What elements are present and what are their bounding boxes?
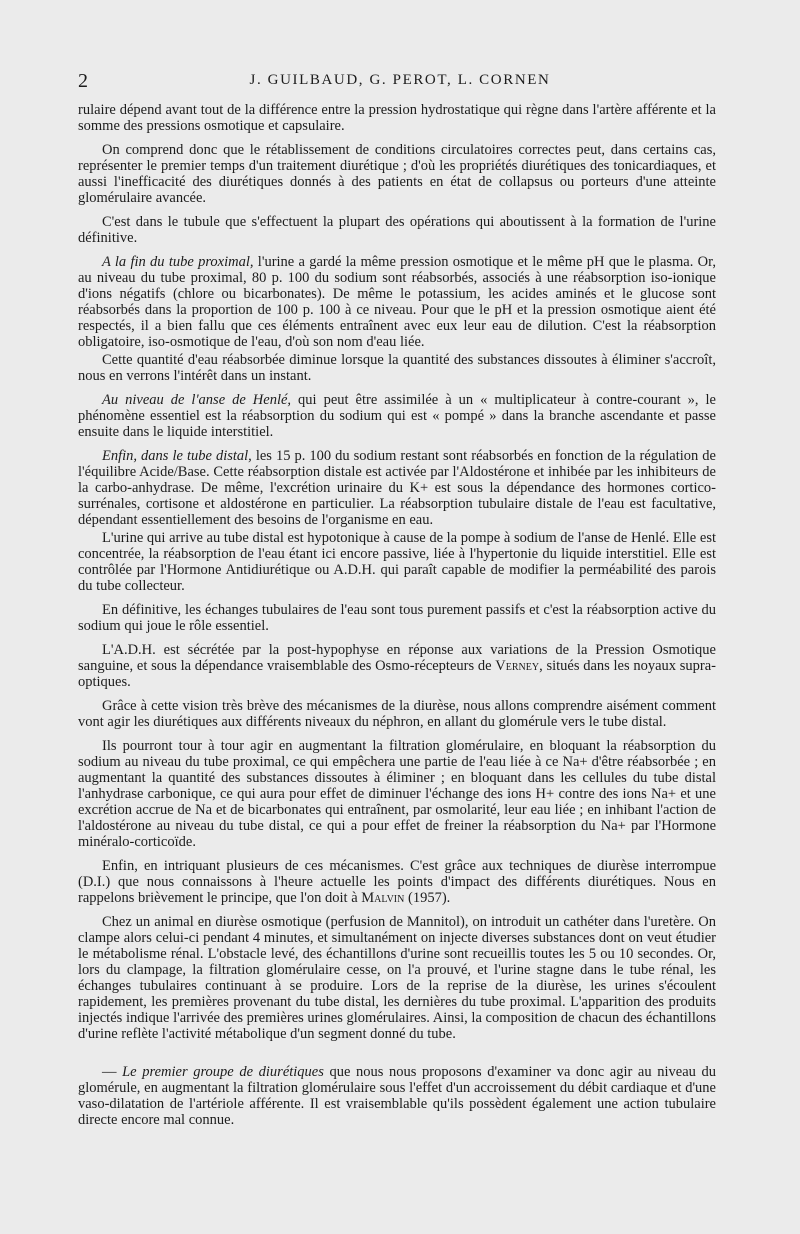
paragraph — [78, 214, 716, 246]
paragraph-text: Grâce à cette vision très brève des mécanismes de la diurèse, nous allons comprendre aisément comment vont agir les diurétiques aux différents niveaux du néphron, en allant du glomérule vers le tube distal. — [78, 698, 716, 730]
paragraph-lead: Le premier groupe de diurétiques — [122, 1064, 324, 1080]
paragraph-text: Ils pourront tour à tour agir en augmentant la filtration glomérulaire, en bloquant la réabsorption du sodium au niveau du tube proximal, ce qui empêchera une partie de l'eau liée à ce Na+ d'être réabsorbée ; en augmentant la quantité des substances dissoutes à éliminer ; en bloquant dans les cellules du tube distal l'anhydrase carbonique, ce qui aura pour effet de diminuer l'échange des ions H+ contre des ions Na+ et une excrétion accrue de Na et de bicarbonates qui entraînent, par osmolarité, leur eau liée ; en inhibant l'action de l'aldostérone au niveau du tube distal, ce qui a pour effet de freiner la réabsorption du Na+ par l'Hormone minéralo-corticoïde. — [78, 738, 716, 850]
paragraph — [78, 142, 716, 206]
paragraph — [78, 914, 716, 1042]
paragraph — [78, 642, 716, 690]
paragraph — [78, 738, 716, 850]
paragraph-text: , situés dans les noyaux supra-optiques. — [78, 658, 717, 690]
paragraph — [78, 858, 716, 906]
paragraph — [78, 530, 716, 594]
paragraph — [78, 698, 716, 730]
paragraph-text: L'A.D.H. est sécrétée par la post-hypophyse en réponse aux variations de la Pression Osmotique sanguine, et sous la dépendance vraisemblable des Osmo-récepteurs de — [78, 642, 716, 674]
paragraph-lead: A la fin du tube proximal, — [102, 254, 254, 270]
author-name: Malvin — [361, 890, 405, 906]
paragraph-text: les 15 p. 100 du sodium restant sont réabsorbés en fonction de la régulation de l'équilibre Acide/Base. Cette réabsorption distale est activée par l'Aldostérone et inhibée par les inhibiteurs de la carbo-anhydrase. De même, l'excrétion urinaire du K+ est sous la dépendance des hormones cortico-surrénales, cortisone et aldostérone en particulier. La réabsorption tubulaire distale de l'eau est facultative, dépendant essentiellement des besoins de l'organisme en eau. — [78, 448, 716, 528]
paragraph-text: que nous nous proposons d'examiner va donc agir au niveau du glomérule, en augmentant la filtration glomérulaire sous l'effet d'un accroissement du débit cardiaque et d'une vaso-dilatation de l'artériole afférente. Il est vraisemblable qu'ils possèdent également une action tubulaire directe encore mal connue. — [78, 1064, 716, 1128]
page-header — [78, 70, 722, 96]
paragraph-text: On comprend donc que le rétablissement de conditions circulatoires correctes peut, dans certains cas, représenter le premier temps d'un traitement diurétique ; d'où les propriétés diurétiques des tonicardiaques, et aussi l'inefficacité des diurétiques donnés à des patients en état de collapsus ou porteurs d'une atteinte glomérulaire avancée. — [78, 142, 716, 206]
paragraph-lead: Au niveau de l'anse de Henlé, — [102, 392, 292, 408]
paragraph — [78, 254, 716, 350]
paragraph — [78, 352, 716, 384]
paragraph-text: L'urine qui arrive au tube distal est hypotonique à cause de la pompe à sodium de l'anse de Henlé. Elle est concentrée, la réabsorption de l'eau étant ici encore passive, liée à l'hypertonie du liquide interstitiel. Elle est contrôlée par l'Hormone Antidiurétique ou A.D.H. qui paraît capable de modifier la perméabilité des parois du tube collecteur. — [78, 530, 716, 594]
paragraph — [78, 1064, 716, 1128]
page-number: 2 — [78, 70, 88, 92]
paragraph — [78, 448, 716, 528]
paragraph — [78, 392, 716, 440]
paragraph-text: l'urine a gardé la même pression osmotique et le même pH que le plasma. Or, au niveau du tube proximal, 80 p. 100 du sodium sont réabsorbés, associés à une réabsorption iso-ionique d'ions négatifs (chlore ou bicarbonates). De même le potassium, les acides aminés et le glucose sont réabsorbés dans la proportion de 100 p. 100 à ce niveau. Pour que le pH et la pression osmotique aient été respectés, il a bien fallu que ces éléments entraînent avec eux leur eau de dilution. C'est la réabsorption obligatoire, iso-osmotique de l'eau, d'où son nom d'eau liée. — [78, 254, 716, 350]
paragraph-text: rulaire dépend avant tout de la différence entre la pression hydrostatique qui règne dans l'artère afférente et la somme des pressions osmotique et capsulaire. — [78, 102, 716, 134]
paragraph-text: Enfin, en intriquant plusieurs de ces mécanismes. C'est grâce aux techniques de diurèse interrompue (D.I.) que nous connaissons à l'heure actuelle les points d'impact des différents diurétiques. Nous en rappelons brièvement le principe, que l'on doit à — [78, 858, 716, 906]
running-head: J. GUILBAUD, G. PEROT, L. CORNEN — [249, 72, 551, 88]
paragraph — [78, 102, 716, 134]
paragraph-text: (1957). — [404, 890, 451, 906]
paragraph-text: qui peut être assimilée à un « multiplicateur à contre-courant », le phénomène essentiel est la réabsorption du sodium qui est « pompé » dans la branche ascendante et passe ensuite dans le liquide interstitiel. — [78, 392, 716, 440]
paragraph-text: Cette quantité d'eau réabsorbée diminue lorsque la quantité des substances dissoutes à éliminer s'accroît, nous en verrons l'intérêt dans un instant. — [78, 352, 716, 384]
paragraph-text: Chez un animal en diurèse osmotique (perfusion de Mannitol), on introduit un cathéter dans l'uretère. On clampe alors celui-ci pendant 4 minutes, et simultanément on injecte diverses substances dont on veut étudier le métabolisme rénal. L'obstacle levé, des échantillons d'urine sont recueillis toutes les 5 ou 10 secondes. Or, lors du clampage, la filtration glomérulaire cesse, on l'a prouvé, et l'urine stagne dans le tube rénal, les échanges tubulaires continuant à se produire. Lors de la reprise de la diurèse, les urines s'écoulent rapidement, les premières provenant du tube distal, les dernières du tube proximal. L'apparition des produits injectés indique l'arrivée des premières urines glomérulaires. Ainsi, la composition de chacun des échantillons d'urine reflète l'activité métabolique d'un segment donné du tube. — [78, 914, 716, 1042]
paragraph-text: En définitive, les échanges tubulaires de l'eau sont tous purement passifs et c'est la réabsorption active du sodium qui joue le rôle essentiel. — [78, 602, 716, 634]
author-name: Verney — [495, 658, 540, 674]
paragraph — [78, 602, 716, 634]
paragraph-text: C'est dans le tubule que s'effectuent la plupart des opérations qui aboutissent à la formation de l'urine définitive. — [78, 214, 716, 246]
paragraph-lead: Enfin, dans le tube distal, — [102, 448, 252, 464]
body-text — [78, 102, 716, 1136]
paragraph-text: — — [102, 1064, 123, 1080]
